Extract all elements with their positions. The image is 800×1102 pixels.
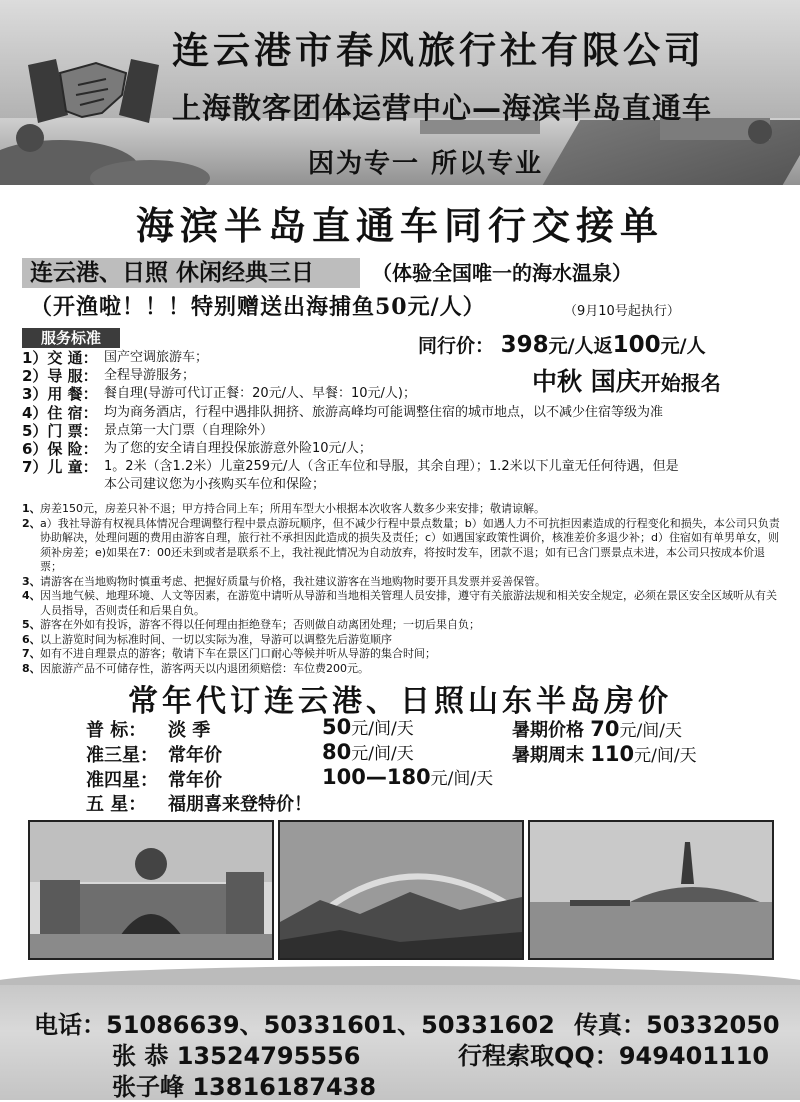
enroll-text: 开始报名 xyxy=(640,371,721,395)
summer-weekend-price: 暑期周末 110元/间/天 xyxy=(512,742,697,766)
service-standard-tag: 服务标准 xyxy=(22,328,120,348)
note-item: 8、 因旅游产品不可储存性，游客两天以内退团须赔偿：车位费200元。 xyxy=(22,661,369,675)
promo-date: （9月10号起执行） xyxy=(564,304,680,319)
route-note: （体验全国唯一的海水温泉） xyxy=(372,261,632,285)
phone-line: 电话：51086639、50331601、50331602 xyxy=(34,1011,555,1039)
price-unit-2: 元/人 xyxy=(660,335,706,357)
contact-person-1: 张 恭 13524795556 xyxy=(112,1042,361,1070)
service-item: 3）用 餐： 餐自理(导游可代订正餐：20元/人、早餐：10元/人)； xyxy=(22,385,416,404)
holiday-national: 国庆 xyxy=(590,367,641,396)
banner-subtitle: 上海散客团体运营中心—海滨半岛直通车 xyxy=(172,91,713,125)
contact-person-2: 张子峰 13816187438 xyxy=(112,1073,377,1101)
price-rebate: 100 xyxy=(612,332,661,358)
hotel-row-price: 80元/间/天 xyxy=(322,740,414,764)
qq-line: 行程索取QQ：949401110 xyxy=(458,1042,770,1070)
hotel-section-title: 常年代订连云港、日照山东半岛房价 xyxy=(128,684,672,719)
hotel-row-label: 五 星： xyxy=(86,794,147,815)
service-item: 6）保 险： 为了您的安全请自理投保旅游意外险10元/人； xyxy=(22,440,372,459)
price-amount: 398 xyxy=(500,332,549,358)
price-label: 同行价： xyxy=(418,335,495,357)
hotel-row-season: 常年价 xyxy=(168,770,222,791)
hotel-row-price: 100—180元/间/天 xyxy=(322,765,494,789)
hotel-row-label: 普 标： xyxy=(86,720,147,741)
banner-slogan: 因为专一 所以专业 xyxy=(308,149,544,179)
service-item: 7）儿 童： 1。2米（含1.2米）儿童259元/人（含正车位和导服，其余自理）；1.2米以下儿童无任何待遇，但是 xyxy=(22,458,679,477)
note-item: 3、 请游客在当地购物时慎重考虑、把握好质量与价格，我社建议游客在当地购物时要开具发票并妥善保管。 xyxy=(22,574,546,588)
note-item: 7、 如有不进自理景点的游客；敬请下车在景区门口耐心等候并听从导游的集合时间； xyxy=(22,647,436,660)
hotel-row-season: 淡 季 xyxy=(168,720,211,741)
fax-line: 传真：50332050 xyxy=(574,1011,780,1039)
hotel-row-season: 常年价 xyxy=(168,745,222,766)
hotel-row-price: 50元/间/天 xyxy=(322,715,414,739)
hotel-row-season: 福朋喜来登特价！ xyxy=(168,794,312,815)
service-item: 4）住 宿： 均为商务酒店，行程中遇排队拥挤、旅游高峰均可能调整住宿的城市地点，以不减少住宿等级为准 xyxy=(22,403,664,422)
service-item: 5）门 票： 景点第一大门票（自理除外） xyxy=(22,421,274,440)
note-item: 5、 游客在外如有投诉，游客不得以任何理由拒绝登车；否则做自动离团处理；一切后果自负； xyxy=(22,618,480,631)
tower-island-photo xyxy=(528,820,774,960)
hotel-row-label: 准四星： xyxy=(86,770,158,791)
route-name: 连云港、日照 休闲经典三日 xyxy=(30,260,315,286)
company-name: 连云港市春风旅行社有限公司 xyxy=(172,28,705,72)
service-list xyxy=(22,349,782,495)
holiday-mid-autumn: 中秋 xyxy=(532,367,583,396)
hotel-row-label: 准三星： xyxy=(86,745,158,766)
note-item: 1、 房差150元，房差只补不退；甲方持合同上车；所用车型大小根据本次收客人数多少来安排；敬请谅解。 xyxy=(22,502,545,515)
service-item: 1）交 通： 国产空调旅游车； xyxy=(22,349,209,367)
page-title: 海滨半岛直通车同行交接单 xyxy=(135,203,664,248)
handshake-icon xyxy=(26,55,161,133)
note-item: 4、 因当地气候、地理环境、人文等因素，在游览中请听从导游和当地相关管理人员安排，遵守有关旅游法规和相关安全规定，必须在景区安全区域听从有关人员指导，否则责任和后果自负。 xyxy=(22,589,777,617)
price-unit: 元/人返 xyxy=(548,335,613,357)
promo-text: （开渔啦！！！特别赠送出海捕鱼50元/人） xyxy=(30,294,486,320)
note-item: 6、 以上游览时间为标准时间、一切以实际为准，导游可以调整先后游览顺序 xyxy=(22,632,392,646)
summer-price: 暑期价格 70元/间/天 xyxy=(512,717,682,741)
mountain-rainbow-photo xyxy=(278,820,524,960)
notes-list xyxy=(22,502,782,676)
service-item: 2）导 服： 全程导游服务； xyxy=(22,367,196,386)
service-item-continuation: 本公司建议您为小孩购买车位和保险； xyxy=(104,477,326,493)
gate-photo xyxy=(28,820,274,960)
note-item: 2、 a）我社导游有权视具体情况合理调整行程中景点游玩顺序，但不减少行程中景点数量；b）如遇人力不可抗拒因素造成的行程变化和损失，本公司只负责协助解决，处理问题的费用由游客自理，旅行社不承担因此造成的损失及责任；c）如遇国家政策性调价，核准差价多退少补；d）住宿如有单男单女，则须补房差；e)如果在7：00还未到或者是联系不上，我社视此情况为自动放弃，将按时发车，团款不退；如有已含门票景点未进，本公司只按成本价退票； xyxy=(22,516,780,573)
